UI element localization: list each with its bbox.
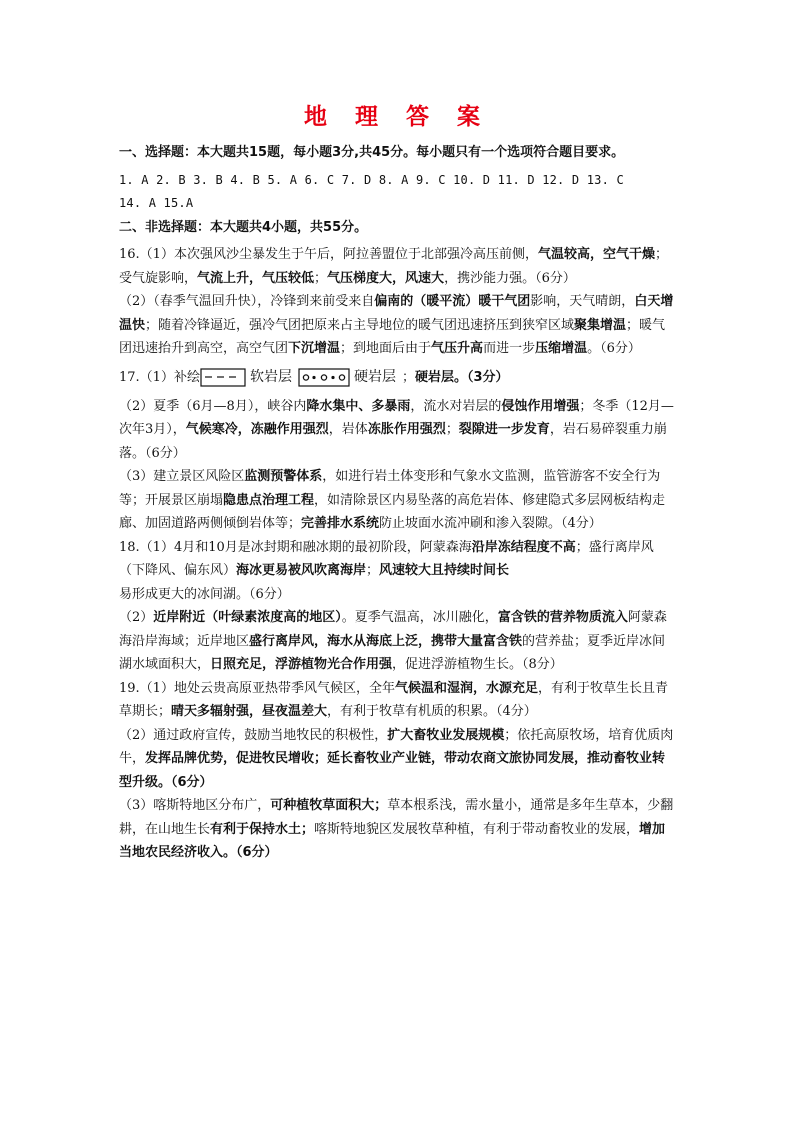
answer-text: ，有利于牧草有机质的积累。（4分） — [327, 704, 537, 719]
answer-keypoint: 气压梯度大，风速大 — [327, 270, 445, 286]
q19-part1 — [119, 677, 675, 724]
answer-text: ；随着冷锋逼近，强冷气团把原来占主导地位的暖气团迅速挤压到狭窄区域 — [145, 317, 575, 333]
q19-part3 — [119, 794, 675, 865]
answer-text: ；受气旋影响， — [119, 247, 668, 286]
q16-part1 — [119, 243, 675, 290]
answer-text: ；盛行离岸风（下降风、偏东风） — [119, 539, 654, 578]
answer-keypoint: 气候寒冷，冻融作用强烈 — [185, 422, 329, 437]
answer-keypoint: 裂隙进一步发育 — [458, 422, 550, 437]
answer-keypoint: 日照充足，浮游植物光合作用强 — [210, 657, 393, 672]
answer-keypoint: 下沉增温 — [288, 341, 341, 356]
answer-keypoint: 气流上升，气压较低 — [197, 270, 315, 286]
answer-text: （2）夏季（6月—8月），峡谷内 — [119, 398, 307, 414]
answer-text: 草本根系浅，需水量小，通常是多年生草本，少翻耕，在山地生长 — [119, 798, 674, 837]
answer-keypoint: 冻胀作用强烈 — [367, 422, 446, 437]
answer-text: ，岩石易碎裂重力崩落。（6分） — [119, 422, 667, 461]
hard-rock-legend-icon — [298, 368, 350, 388]
answer-text: ，岩体 — [328, 422, 368, 437]
answer-text: 影响，天气晴朗， — [530, 294, 635, 309]
answer-text: ；依托高原牧场，培育优质肉牛， — [119, 727, 674, 766]
mc-answers-line-1: 1. A 2. B 3. B 4. B 5. A 6. C 7. D 8. A 9. C 10. D 11. D 12. D 13. C — [119, 172, 624, 187]
q18-part1 — [119, 536, 675, 607]
answer-text: 19.（1）地处云贵高原亚热带季风气候区，全年 — [119, 680, 395, 696]
answer-text: ； — [366, 563, 380, 578]
answer-text: ，如清除景区内易坠落的高危岩体、修建隐式多层网板结构走廊、加固道路两侧倾倒岩体等； — [119, 492, 666, 531]
answer-keypoint: 偏南的（暖平流）暖干气团 — [374, 294, 531, 309]
answer-text: 18.（1）4月和10月是冰封期和融冰期的最初阶段，阿蒙森海 — [119, 539, 472, 555]
answer-text: 喀斯特地貌区发展牧草种植，有利于带动畜牧业的发展， — [314, 821, 640, 837]
answer-keypoint: 发挥品牌优势，促进牧民增收；延长畜牧业产业链，带动农商文旅协同发展，推动畜牧业转型升级。（6分） — [119, 751, 666, 790]
answer-text: 易形成更大的冰间湖。（6分） — [119, 586, 290, 602]
q17-part2 — [119, 395, 675, 466]
answer-keypoint: 风速较大且持续时间长 — [379, 563, 510, 578]
answer-text: ； — [445, 422, 459, 437]
mc-answers-line-2: 14. A 15.A — [119, 196, 194, 210]
answer-keypoint: 气温较高，空气干燥 — [537, 247, 655, 262]
answer-keypoint: 增加当地农民经济收入。（6分） — [119, 821, 666, 860]
answer-text: 。夏季气温高，冰川融化， — [341, 610, 498, 625]
answer-keypoint: 白天增温快 — [119, 294, 674, 333]
answer-content — [119, 141, 675, 865]
answer-keypoint: 富含铁的营养物质流入 — [497, 610, 628, 625]
q17-part1-suffix: ； — [401, 369, 415, 385]
q19-part2 — [119, 724, 675, 795]
q17-part1-answer: 硬岩层。（3分） — [414, 369, 509, 385]
answer-keypoint: 气候温和湿润，水源充足 — [394, 680, 538, 696]
answer-text: ，携沙能力强。（6分） — [444, 270, 576, 286]
answer-text: ，流水对岩层的 — [410, 398, 502, 414]
answer-keypoint: 有利于保持水土； — [210, 821, 315, 837]
answer-text: 。（6分） — [587, 341, 641, 356]
answer-text: 的营养盐；夏季近岸冰间湖水域面积大， — [119, 633, 666, 672]
answer-keypoint: 气压升高 — [431, 341, 484, 356]
answer-keypoint: 聚集增温 — [574, 317, 627, 333]
answer-keypoint: 盛行离岸风，海水从海底上泛，携带大量富含铁 — [249, 633, 523, 649]
soft-rock-legend-icon — [200, 368, 246, 388]
answer-text: ； — [314, 270, 328, 286]
answer-text: 而进一步 — [483, 341, 536, 356]
answer-text: ；暖气团迅速抬升到高空，高空气团 — [119, 317, 666, 356]
q16-part2 — [119, 290, 675, 361]
hard-rock-label: 硬岩层 — [353, 368, 396, 385]
page-title: 地 理 答 案 — [303, 104, 491, 130]
answer-keypoint: 海冰更易被风吹离海岸 — [236, 563, 367, 578]
answer-text: （2）通过政府宣传，鼓励当地牧民的积极性， — [119, 727, 388, 743]
q17-part3 — [119, 465, 675, 536]
answer-text: ，如进行岩土体变形和气象水文监测，监管游客不安全行为等；开展景区崩塌 — [119, 469, 661, 508]
answer-text: （2） — [119, 610, 154, 625]
answer-text: 16.（1）本次强风沙尘暴发生于午后，阿拉善盟位于北部强冷高压前侧， — [119, 247, 538, 262]
soft-rock-label: 软岩层 — [249, 368, 292, 385]
answer-keypoint: 降水集中、多暴雨 — [306, 398, 411, 414]
answer-keypoint: 近岸附近（叶绿素浓度高的地区） — [153, 610, 342, 625]
answer-keypoint: 压缩增温 — [535, 341, 588, 356]
answer-text: 阿蒙森海沿岸海域；近岸地区 — [119, 610, 667, 649]
answer-keypoint: 完善排水系统 — [301, 516, 380, 531]
answer-keypoint: 可种植牧草面积大； — [270, 798, 388, 813]
part1-heading: 一、选择题：本大题共15题，每小题3分,共45分。每小题只有一个选项符合题目要求。 — [119, 145, 625, 160]
answer-text: ，促进浮游植物生长。（8分） — [392, 657, 563, 672]
answer-text: ；冬季（12月—次年3月）， — [119, 398, 674, 437]
answer-text: （2）（春季气温回升快），冷锋到来前受来自 — [119, 294, 375, 309]
answer-keypoint: 监测预警体系 — [244, 469, 323, 484]
q17-part1 — [119, 361, 675, 395]
answer-text: （3）喀斯特地区分布广， — [119, 798, 271, 813]
answer-keypoint: 沿岸冻结程度不高 — [471, 539, 576, 555]
q18-part2 — [119, 606, 675, 677]
answer-text: 防止坡面水流冲刷和渗入裂隙。（4分） — [379, 516, 602, 531]
q17-part1-prefix: 17.（1）补绘 — [119, 369, 200, 385]
answer-keypoint: 侵蚀作用增强 — [501, 398, 580, 414]
answer-keypoint: 扩大畜牧业发展规模 — [387, 727, 505, 743]
answer-text: ；到地面后由于 — [340, 341, 432, 356]
answer-keypoint: 隐患点治理工程 — [223, 492, 315, 508]
answer-text: （3）建立景区风险区 — [119, 469, 245, 484]
part2-heading: 二、非选择题：本大题共4小题，共55分。 — [119, 219, 368, 235]
answer-text: ，有利于牧草生长且青草期长； — [119, 680, 668, 719]
answer-keypoint: 晴天多辐射强，昼夜温差大 — [171, 704, 328, 719]
